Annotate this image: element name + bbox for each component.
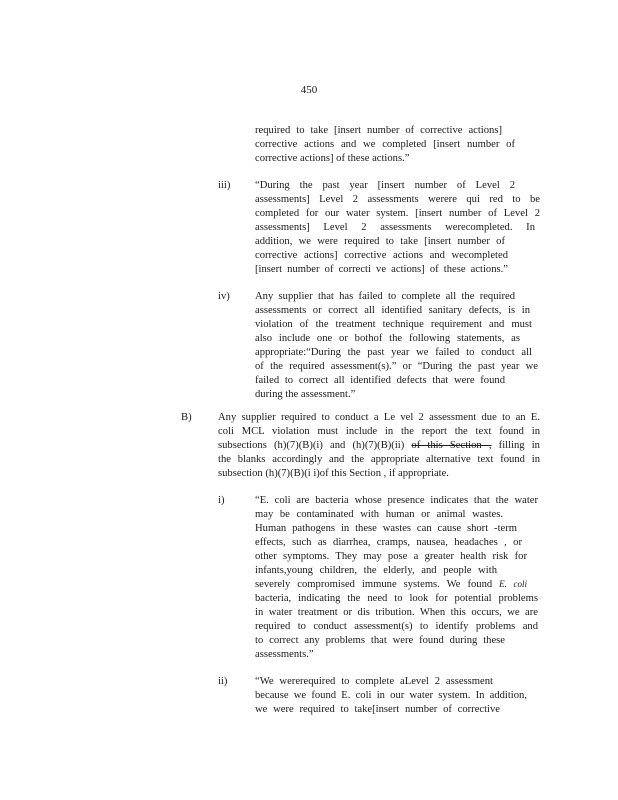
- text-line: corrective actions] corrective actions and wecompleted: [255, 250, 508, 261]
- text-line: corrective actions] of these actions.”: [255, 153, 410, 164]
- text-line: required to conduct assessment(s) to identify problems and: [255, 621, 538, 632]
- text-line: “We wererequired to complete aLevel 2 assessment: [255, 676, 493, 687]
- text-line: [insert number of correcti ve actions] of these actions.”: [255, 264, 508, 275]
- text-line: bacteria, indicating the need to look for potential problems: [255, 593, 538, 604]
- text-line: to correct any problems that were found during these: [255, 635, 505, 646]
- item-label: i): [218, 495, 225, 506]
- text-line: assessments or correct all identified sanitary defects, is in: [255, 305, 530, 316]
- text-line: failed to correct all identified defects that were found: [255, 375, 505, 386]
- text-line: coli MCL violation must include in the report the text found in: [218, 426, 540, 437]
- text-line: severely compromised immune systems. We found E. coli: [255, 579, 527, 590]
- text-line: during the assessment.”: [255, 389, 356, 400]
- text-line: “E. coli are bacteria whose presence indicates that the water: [255, 495, 538, 506]
- text-line: addition, we were required to take [insert number of: [255, 236, 505, 247]
- italic-text: E. coli: [499, 579, 527, 589]
- text-line: assessments] Level 2 assessments werecompleted. In: [255, 222, 535, 233]
- text-line: assessments.”: [255, 649, 314, 660]
- text-line: also include one or bothof the following statements, as: [255, 333, 520, 344]
- text-line: Any supplier that has failed to complete all the required: [255, 291, 515, 302]
- text-line: assessments] Level 2 assessments werere qui red to be: [255, 194, 540, 205]
- text-line: subsections (h)(7)(B)(i) and (h)(7)(B)(ii) of this Section , filling in: [218, 440, 540, 451]
- text-line: Any supplier required to conduct a Le vel 2 assessment due to an E.: [218, 412, 540, 423]
- section-label: B): [181, 412, 192, 423]
- text-line: corrective actions and we completed [insert number of: [255, 139, 515, 150]
- text-line: “During the past year [insert number of Level 2: [255, 180, 515, 191]
- struck-text: of this Section ,: [411, 440, 492, 451]
- text-line: the blanks accordingly and the appropriate alternative text found in: [218, 454, 540, 465]
- text-line: appropriate:“During the past year we failed to conduct all: [255, 347, 532, 358]
- item-label: iii): [218, 180, 231, 191]
- text-line: infants,young children, the elderly, and people with: [255, 565, 497, 576]
- page-number: 450: [300, 84, 318, 96]
- text-line: Human pathogens in these wastes can cause short -term: [255, 523, 517, 534]
- text-line: subsection (h)(7)(B)(i i)of this Section , if appropriate.: [218, 468, 449, 479]
- text-line: in water treatment or dis tribution. When this occurs, we are: [255, 607, 538, 618]
- item-label: ii): [218, 676, 228, 687]
- text-line: may be contaminated with human or animal wastes.: [255, 509, 503, 520]
- text-line: completed for our water system. [insert number of Level 2: [255, 208, 540, 219]
- text-line: because we found E. coli in our water system. In addition,: [255, 690, 527, 701]
- text-line: other symptoms. They may pose a greater health risk for: [255, 551, 527, 562]
- text-line: of the required assessment(s).” or “During the past year we: [255, 361, 538, 372]
- item-label: iv): [218, 291, 230, 302]
- text-line: we were required to take[insert number of corrective: [255, 704, 500, 715]
- text-line: violation of the treatment technique requirement and must: [255, 319, 532, 330]
- text-line: required to take [insert number of corrective actions]: [255, 125, 502, 136]
- text-line: effects, such as diarrhea, cramps, nausea, headaches , or: [255, 537, 522, 548]
